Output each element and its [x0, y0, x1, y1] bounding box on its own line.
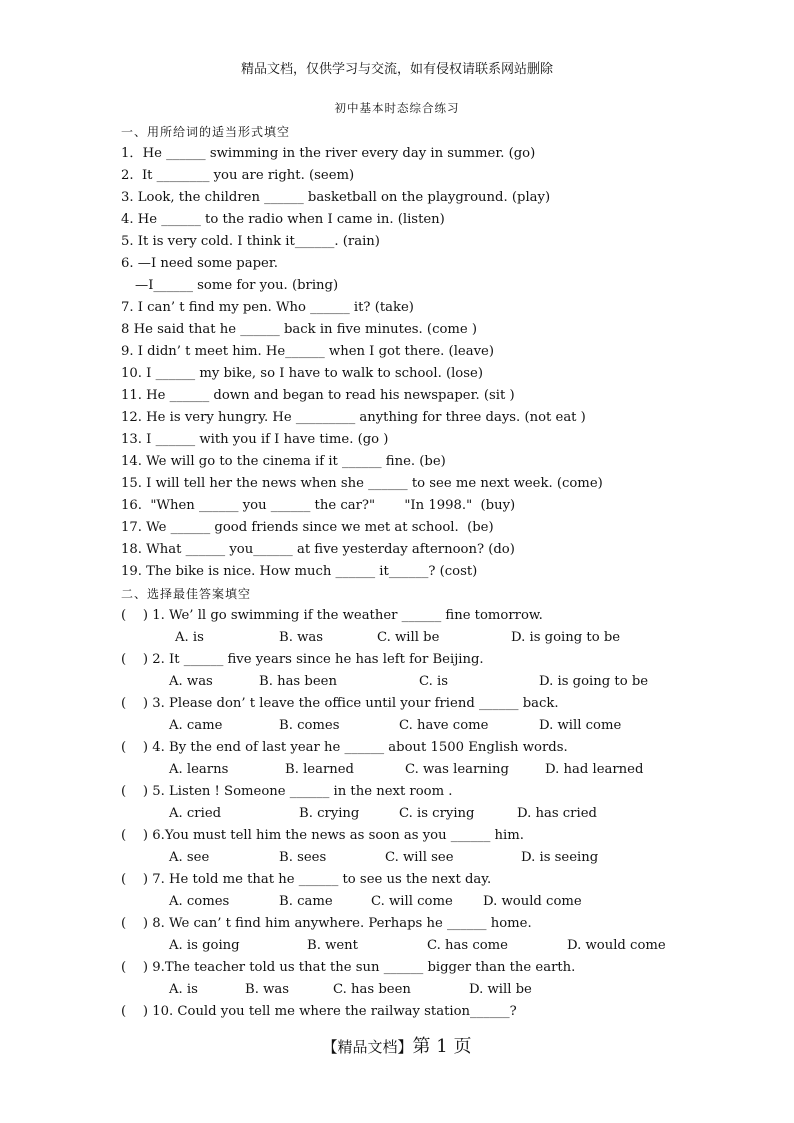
choice-option: C. will be	[377, 630, 440, 645]
choice-options-row	[121, 935, 721, 957]
page-number: 第 1 页	[412, 1036, 472, 1057]
choice-option: D. would come	[483, 894, 582, 909]
footer-label: 【精品文档】	[322, 1038, 413, 1056]
fill-in-question: 19. The bike is nice. How much ______ it______? (cost)	[121, 564, 478, 579]
choice-option: B. went	[307, 938, 358, 953]
section-heading: 二、选择最佳答案填空	[121, 587, 252, 601]
choice-option: A. came	[169, 718, 223, 733]
choice-option: B. was	[279, 630, 323, 645]
choice-question: ( ) 2. It ______ five years since he has left for Beijing.	[121, 652, 484, 667]
fill-in-question: 12. He is very hungry. He _________ anything for three days. (not eat )	[121, 410, 586, 425]
choice-option: C. will see	[385, 850, 454, 865]
choice-option: D. is seeing	[521, 850, 599, 865]
choice-question: ( ) 5. Listen ! Someone ______ in the next room .	[121, 784, 453, 799]
fill-in-question: 16. "When ______ you ______ the car?" "In 1998." (buy)	[121, 498, 516, 513]
choice-question: ( ) 10. Could you tell me where the railway station______?	[121, 1004, 517, 1019]
choice-option: D. will be	[469, 982, 532, 997]
fill-in-question: 2. It ________ you are right. (seem)	[121, 168, 355, 183]
choice-option: B. learned	[285, 762, 355, 777]
choice-options-row	[121, 803, 721, 825]
choice-options-row	[121, 979, 721, 1001]
exercise-content	[121, 121, 721, 1023]
choice-options-row	[121, 847, 721, 869]
choice-question: ( ) 1. We’ ll go swimming if the weather ______ fine tomorrow.	[121, 608, 543, 623]
choice-option: C. was learning	[405, 762, 509, 777]
choice-option: A. was	[169, 674, 213, 689]
choice-question: ( ) 6.You must tell him the news as soon as you ______ him.	[121, 828, 524, 843]
choice-option: C. has come	[427, 938, 508, 953]
fill-in-question: 10. I ______ my bike, so I have to walk to school. (lose)	[121, 366, 483, 381]
choice-options-row	[121, 759, 721, 781]
choice-options-row	[121, 671, 721, 693]
fill-in-question: 4. He ______ to the radio when I came in. (listen)	[121, 212, 445, 227]
choice-option: B. sees	[279, 850, 327, 865]
choice-options-row	[121, 715, 721, 737]
choice-option: D. will come	[539, 718, 622, 733]
fill-in-question: 11. He ______ down and began to read his newspaper. (sit )	[121, 388, 515, 403]
fill-in-question: 15. I will tell her the news when she ______ to see me next week. (come)	[121, 476, 603, 491]
page-title: 初中基本时态综合练习	[334, 101, 460, 115]
page-footer	[0, 1032, 794, 1058]
choice-option: D. is going to be	[539, 674, 649, 689]
choice-option: A. is going	[169, 938, 240, 953]
choice-option: B. was	[245, 982, 289, 997]
fill-in-question: 9. I didn’ t meet him. He______ when I got there. (leave)	[121, 344, 494, 359]
choice-option: B. crying	[299, 806, 360, 821]
choice-option: B. comes	[279, 718, 340, 733]
choice-question: ( ) 4. By the end of last year he ______ about 1500 English words.	[121, 740, 568, 755]
fill-in-question: —I______ some for you. (bring)	[135, 278, 339, 293]
fill-in-question: 17. We ______ good friends since we met at school. (be)	[121, 520, 494, 535]
section-heading: 一、用所给词的适当形式填空	[121, 125, 291, 139]
choice-option: A. is	[169, 982, 198, 997]
fill-in-question: 3. Look, the children ______ basketball on the playground. (play)	[121, 190, 551, 205]
choice-options-row	[121, 891, 721, 913]
choice-option: D. would come	[567, 938, 666, 953]
fill-in-question: 8 He said that he ______ back in five minutes. (come )	[121, 322, 478, 337]
choice-option: A. comes	[169, 894, 230, 909]
choice-option: C. is	[419, 674, 448, 689]
fill-in-question: 6. —I need some paper.	[121, 256, 278, 271]
choice-question: ( ) 8. We can’ t find him anywhere. Perhaps he ______ home.	[121, 916, 532, 931]
choice-question: ( ) 3. Please don’ t leave the office until your friend ______ back.	[121, 696, 559, 711]
fill-in-question: 7. I can’ t find my pen. Who ______ it? (take)	[121, 300, 414, 315]
choice-option: A. cried	[169, 806, 222, 821]
choice-option: C. has been	[333, 982, 411, 997]
fill-in-question: 13. I ______ with you if I have time. (go )	[121, 432, 389, 447]
choice-options-row	[121, 627, 721, 649]
choice-option: A. is	[175, 630, 204, 645]
choice-option: D. is going to be	[511, 630, 621, 645]
choice-option: A. learns	[169, 762, 229, 777]
fill-in-question: 1．He ______ swimming in the river every day in summer. (go)	[121, 146, 536, 161]
choice-option: B. came	[279, 894, 333, 909]
choice-option: A. see	[169, 850, 210, 865]
choice-option: C. will come	[371, 894, 453, 909]
fill-in-question: 14. We will go to the cinema if it ______ fine. (be)	[121, 454, 446, 469]
choice-option: B. has been	[259, 674, 337, 689]
choice-question: ( ) 7. He told me that he ______ to see us the next day.	[121, 872, 492, 887]
choice-option: C. have come	[399, 718, 489, 733]
choice-option: C. is crying	[399, 806, 475, 821]
fill-in-question: 5. It is very cold. I think it______. (rain)	[121, 234, 380, 249]
choice-option: D. has cried	[517, 806, 597, 821]
choice-option: D. had learned	[545, 762, 644, 777]
fill-in-question: 18. What ______ you______ at five yesterday afternoon? (do)	[121, 542, 515, 557]
page-header: 精品文档，仅供学习与交流，如有侵权请联系网站删除	[240, 62, 553, 77]
choice-question: ( ) 9.The teacher told us that the sun ______ bigger than the earth.	[121, 960, 576, 975]
